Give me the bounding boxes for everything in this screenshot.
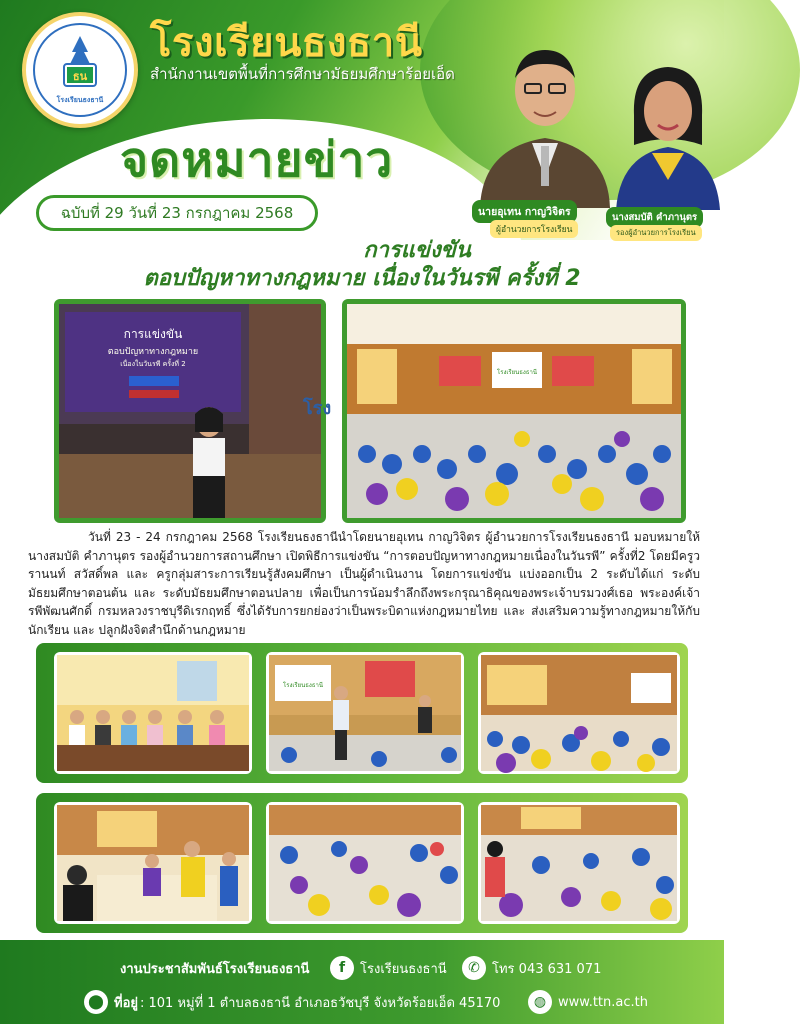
speaker-banner: โรงเรียนธงธานี (283, 682, 323, 689)
deputy-card (612, 55, 724, 235)
photo-presenter (59, 304, 332, 518)
photo-frame-quiz-1 (266, 802, 464, 924)
headline-line2: ตอบปัญหาทางกฎหมาย เนื่องในวันรพี ครั้งที่ 2 (143, 266, 581, 291)
footer-address (84, 990, 500, 1014)
newsletter-title: จดหมายข่าว (120, 132, 394, 188)
slide-subtitle-2: เนื่องในวันรพี ครั้งที่ 2 (120, 360, 186, 368)
photo-frame-quiz-2 (478, 802, 680, 924)
photo-audience (481, 655, 677, 771)
photo-frame-presenter (54, 299, 332, 523)
footer-pr-label (120, 958, 309, 979)
hall-banner: โรงเรียนธงธานี (497, 369, 537, 376)
website-text: www.ttn.ac.th (558, 994, 648, 1010)
photo-quiz-1 (269, 805, 461, 921)
address-label: ที่อยู่ (114, 995, 138, 1011)
director-name: นายอุเทน กาญวิจิตร (472, 200, 577, 223)
deputy-role: รองผู้อำนวยการโรงเรียน (610, 225, 702, 241)
footer-facebook[interactable] (330, 956, 447, 980)
photo-frame-hall (342, 299, 686, 523)
header (0, 0, 724, 240)
wall-sign: โรง (303, 398, 332, 419)
issue-badge: ฉบับที่ 29 วันที่ 23 กรกฎาคม 2568 (36, 195, 318, 231)
slide-subtitle-1: ตอบปัญหาทางกฎหมาย (107, 347, 199, 357)
photo-registration (57, 805, 249, 921)
article-text: วันที่ 23 - 24 กรกฎาคม 2568 โรงเรียนธงธานีนำโดยนายอุเทน กาญวิจิตร ผู้อำนวยการโรงเรียนธงธานี มอบหมายให้นางสมบัติ คำภานุตร รองผู้อำนวยการสถานศึกษา เปิดพิธีการแข่งขัน “การตอบปัญหาทางกฎหมายเนื่องในวันรพี” ครั้งที่2 โดยมีครูวรานนท์ สวัสดิ์พล และ ครูกลุ่มสาระการเรียนรู้สังคมศึกษา เป็นผู้ดำเนินงาน โดยการแข่งขัน แบ่งออกเป็น 2 ระดับได้แก่ ระดับมัธยมศึกษาตอนต้น และ ระดับมัธยมศึกษาตอนปลาย เพื่อเป็นการน้อมรำลึกถึงพระกรุณาธิคุณของพระเจ้าบรมวงศ์เธอ พระองค์เจ้ารพีพัฒนศักดิ์ กรมหลวงราชบุรีดิเรกฤทธิ์ ซึ่งได้รับการยกย่องว่าเป็นพระบิดาแห่งกฎหมายไทย และ ส่งเสริมความรู้ทางกฎหมายให้กับนักเรียน และ ปลูกฝังจิตสำนึกด้านกฎหมาย (28, 530, 700, 637)
photo-frame-audience (478, 652, 680, 774)
photo-frame-registration (54, 802, 252, 924)
deputy-photo (612, 55, 724, 210)
director-role: ผู้อำนวยการโรงเรียน (490, 220, 578, 238)
location-pin-icon: ⬤ (84, 990, 108, 1014)
phone-icon: ✆ (462, 956, 486, 980)
pr-label-text: งานประชาสัมพันธ์โรงเรียนธงธานี (120, 962, 310, 977)
phone-text: โทร 043 631 071 (492, 961, 602, 977)
globe-icon: ◍ (528, 990, 552, 1014)
director-card (470, 28, 620, 233)
footer-website[interactable] (528, 990, 648, 1014)
school-subtitle: สำนักงานเขตพื้นที่การศึกษามัธยมศึกษาร้อยเอ็ด (150, 65, 455, 83)
emblem-icon (50, 34, 110, 94)
photo-quiz-2 (481, 805, 677, 921)
deputy-name: นางสมบัติ คำภานุตร (606, 207, 703, 228)
school-name: โรงเรียนธงธานี (150, 20, 423, 66)
facebook-text: โรงเรียนธงธานี (360, 961, 447, 977)
photo-speaker (269, 655, 461, 771)
school-logo (22, 12, 138, 128)
footer-phone[interactable] (462, 956, 601, 980)
director-photo (470, 28, 620, 208)
headline-line1: การแข่งขัน (363, 238, 471, 263)
address-text: : 101 หมู่ที่ 1 ตำบลธงธานี อำเภอธวัชบุรี จังหวัดร้อยเอ็ด 45170 (140, 995, 501, 1011)
emblem-mark: ธน (72, 70, 88, 83)
footer (0, 940, 724, 1024)
photo-hall (347, 304, 681, 518)
photo-frame-guests (54, 652, 252, 774)
school-logo-emblem (33, 23, 127, 117)
photo-frame-speaker (266, 652, 464, 774)
facebook-icon: f (330, 956, 354, 980)
photo-guests (57, 655, 249, 771)
article-body (28, 528, 700, 640)
slide-title: การแข่งขัน (123, 327, 183, 341)
logo-caption: โรงเรียนธงธานี (56, 96, 104, 104)
